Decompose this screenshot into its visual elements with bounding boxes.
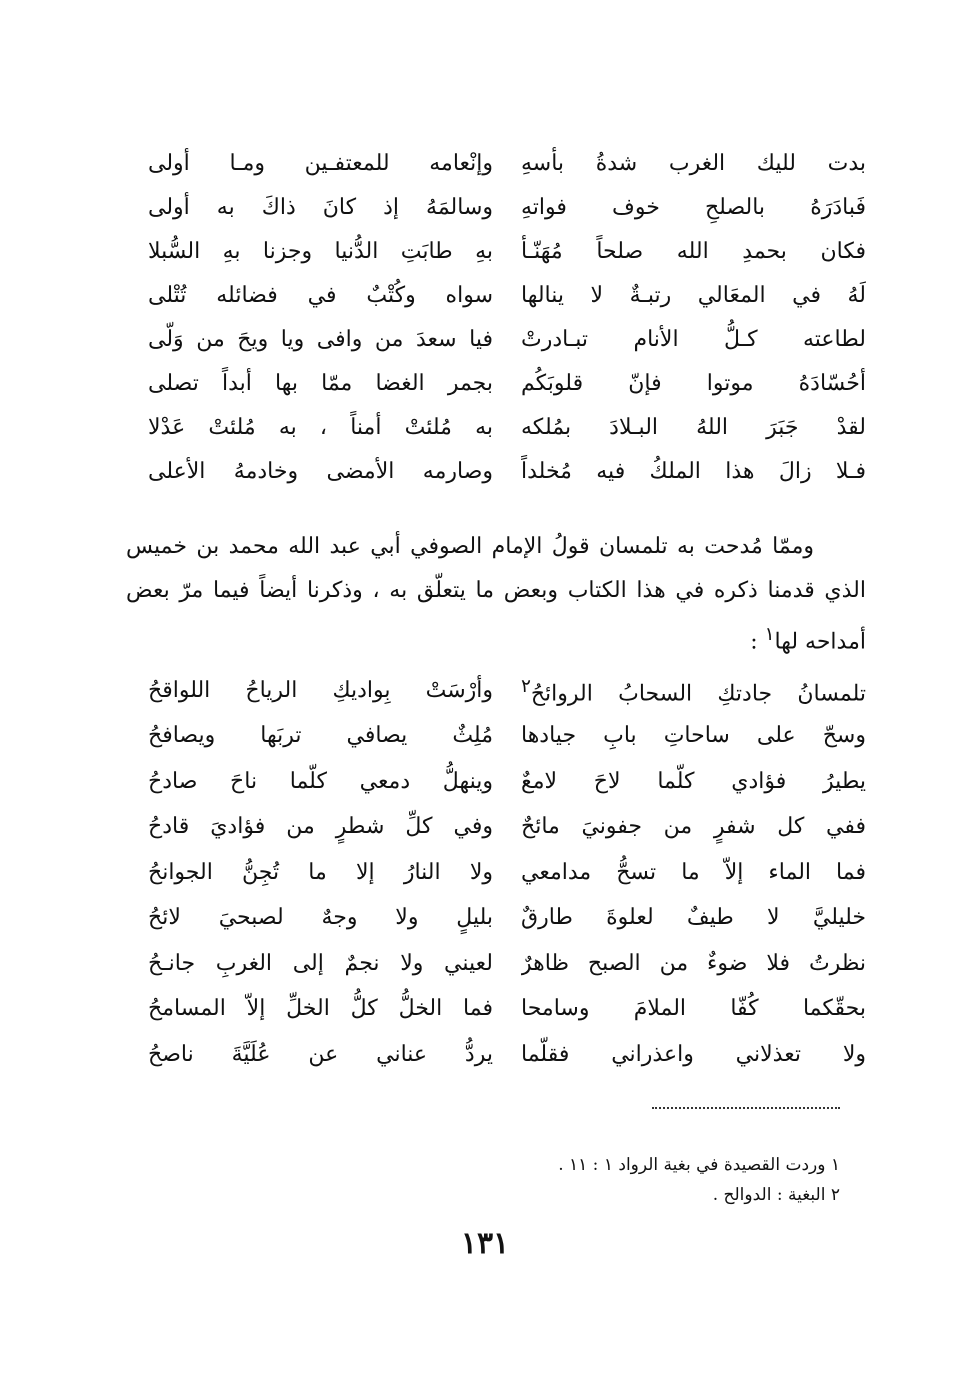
verse xyxy=(148,274,866,318)
prose-paragraph xyxy=(126,525,866,664)
hemistich-text: تلمسانُ جادتكِ السحابُ الروائحُ xyxy=(530,681,866,707)
verse-left-hemistich: وأرْسَتْ بِواديكِ الرياحُ اللواقحُ xyxy=(148,677,493,703)
verse-right-hemistich: وسحّ على ساحاتِ بابِ جيادها xyxy=(521,723,866,749)
footnote-text: البغية : الدوالح . xyxy=(712,1185,826,1205)
verse-left-hemistich: سواه وكُتْبٌ في فضائله تُتْلى xyxy=(148,283,493,308)
verse-left-hemistich: وسالمَهُ إذ كانَ ذاكَ به أولى xyxy=(148,195,493,220)
verse-right-hemistich: ولا تعذلاني واعذراني فقلّما xyxy=(521,1041,866,1067)
prose-text xyxy=(126,525,866,664)
verse-right-hemistich: خليليَّ لا طيفٌ لعلوةَ طارقٌ xyxy=(521,905,866,931)
poem-one xyxy=(148,142,866,494)
verse-left-hemistich: به مُلئتْ أمناً ، به مُلئتْ عَدْلا xyxy=(148,415,493,440)
footnote-text: وردت القصيدة في بغية الرواد ١ : ١١ . xyxy=(558,1155,826,1175)
footnote xyxy=(500,1150,840,1180)
verse xyxy=(148,714,866,760)
verse-right-hemistich: فَبادَرَهُ بالصلحِ خوف فواتهِ xyxy=(521,195,866,220)
verse-right-hemistich: لطاعته كـلُّ الأنام تبـادرتْ xyxy=(521,327,866,352)
poem-two xyxy=(148,668,866,1078)
page-number: ١٣١ xyxy=(460,1226,510,1261)
verse-right-hemistich: بدت لليك الغرب شدةُ بأسهِ xyxy=(521,151,866,176)
verse xyxy=(148,805,866,851)
prose-ending: : xyxy=(750,629,765,655)
verse xyxy=(148,941,866,987)
verse-right-hemistich xyxy=(521,665,866,716)
verse-left-hemistich: فيا سعدَ من وافى ويا ويحَ من وَلّى xyxy=(148,327,493,352)
verse-right-hemistich: فكان بحمدِ الله صلحاً مُهَنّـأ xyxy=(521,239,866,264)
verse xyxy=(148,450,866,494)
verse xyxy=(148,406,866,450)
verse-right-hemistich: لَهُ في المعَالي رتبـةٌ لا ينالها xyxy=(521,283,866,308)
verse-right-hemistich: لقدْ جَبَرَ اللهُ البـلادَ بمُلكه xyxy=(521,415,866,440)
verse xyxy=(148,1032,866,1078)
verse xyxy=(148,318,866,362)
verse-left-hemistich: وإنْعامه للمعتفـين ومـا أولى xyxy=(148,151,493,176)
verse-left-hemistich: مُلِثٌ يصافي تربَها ويصافحُ xyxy=(148,723,493,749)
verse-left-hemistich: يردُّ عناني عن عُلَيَّةَ ناصحُ xyxy=(148,1041,493,1067)
verse-right-hemistich: فما الماء إلاّ ما تسحُّ مدامعي xyxy=(521,859,866,885)
verse-right-hemistich: ففي كل شفرٍ من جفونيَ مائحٌ xyxy=(521,814,866,840)
verse-left-hemistich: بجمر الغضا ممّا بها أبداً تصلى xyxy=(148,371,493,396)
verse xyxy=(148,142,866,186)
verse xyxy=(148,987,866,1033)
verse-left-hemistich: بهِ طابَتِ الدُّنيا وجزنا بهِ السُّبلا xyxy=(148,239,493,264)
verse-left-hemistich: بليلٍ ولا وجهٌ لصبحيَ لائحُ xyxy=(148,905,493,931)
verse-left-hemistich: فما الخلُّ كلُّ الخلِّ إلاّ المسامحُ xyxy=(148,996,493,1022)
verse-right-hemistich: نظرتُ فلا ضوءٌ من الصبح ظاهرٌ xyxy=(521,950,866,976)
verse-right-hemistich: بحقّكما كُفّا الملامَ وسامحا xyxy=(521,996,866,1022)
footnote-reference: ٢ xyxy=(521,676,531,698)
footnote-number: ١ xyxy=(830,1155,840,1175)
verse-right-hemistich: يطيرُ فؤادي كلّما لاحَ لامعٌ xyxy=(521,768,866,794)
footnote-number: ٢ xyxy=(830,1185,840,1205)
verse-left-hemistich: لعيني ولا نجمٌ إلى الغربِ جانـحُ xyxy=(148,950,493,976)
verse-right-hemistich: فـلا زالَ هذا الملكُ فيه مُخلداً xyxy=(521,459,866,484)
verse-left-hemistich: وفي كلِّ شطرٍ من فؤاديَ قادحُ xyxy=(148,814,493,840)
footnote-reference: ١ xyxy=(764,624,775,645)
prose-body: وممّا مُدحت به تلمسان قولُ الإمام الصوفي أبي عبد الله محمد بن خميس الذي قدمنا ذكره في هذا الكتاب وبعض ما يتعلّق به ، وذكرنا أيضاً فيما مرّ بعض أمداحه لها xyxy=(126,534,866,655)
verse-right-hemistich: أحُسّادَهُ موتوا فإنّ قلوبَكُم xyxy=(521,371,866,396)
verse xyxy=(148,896,866,942)
verse xyxy=(148,186,866,230)
verse-left-hemistich: ولا النارُ إلا ما تُجِنُّ الجوانحُ xyxy=(148,859,493,885)
verse xyxy=(148,230,866,274)
footnote-divider xyxy=(652,1107,840,1109)
verse xyxy=(148,668,866,714)
verse-left-hemistich: وينهلُّ دمعي كلّما ناحَ صادحُ xyxy=(148,768,493,794)
footnote xyxy=(500,1180,840,1210)
verse xyxy=(148,362,866,406)
verse xyxy=(148,759,866,805)
verse xyxy=(148,850,866,896)
footnotes xyxy=(500,1150,840,1210)
verse-left-hemistich: وصارمه الأمضى وخادمهُ الأعلى xyxy=(148,459,493,484)
